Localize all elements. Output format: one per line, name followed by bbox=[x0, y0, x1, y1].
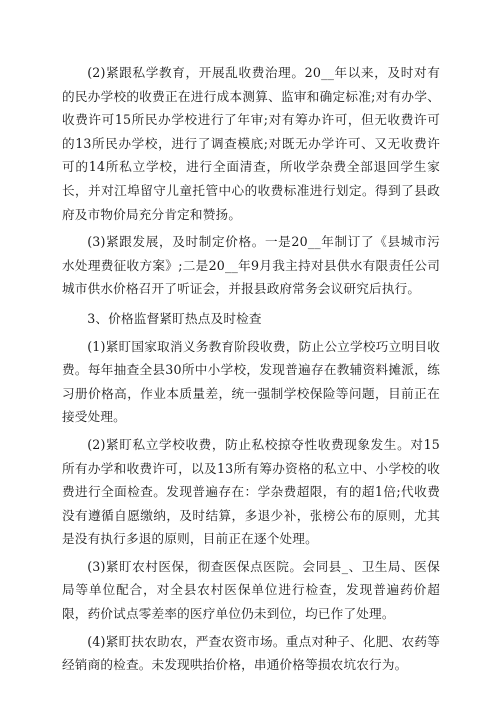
paragraph-agricultural-market: (4)紧盯扶农助农，严查农资市场。重点对种子、化肥、农药等经销商的检查。未发现哄抬价格，串通价格等损农坑农行为。 bbox=[62, 633, 440, 673]
paragraph-private-school-fees: (2)紧盯私立学校收费，防止私校掠夺性收费现象发生。对15所有办学和收费许可，以及13所有筹办资格的私立中、小学校的收费进行全面检查。发现普遍存在：学杂费超限，有的超1倍;代收费没有遵循自愿缴纳，及时结算，多退少补，张榜公布的原则，尤其是没有执行多退的原则，目前正在逐个处理。 bbox=[62, 436, 440, 547]
paragraph-private-education: (2)紧跟私学教育，开展乱收费治理。20__年以来，及时对有的民办学校的收费正在进行成本测算、监审和确定标准;对有办学、收费许可15所民办学校进行了年审;对有筹办许可，但无收费许可的13所民办学校，进行了调查模底;对既无办学许可、又无收费许可的14所私立学校，进行全面清查，所收学杂费全部退回学生家长，并对江埠留守儿童托管中心的收费标准进行划定。得到了县政府及市物价局充分肯定和赞扬。 bbox=[62, 65, 440, 222]
document-body bbox=[62, 61, 440, 677]
section-heading: 3、价格监督紧盯热点及时检查 bbox=[87, 310, 262, 326]
paragraph-compulsory-education: (1)紧盯国家取消义务教育阶段收费，防止公立学校巧立明目收费。每年抽查全县30所中小学校，发现普遍存在教辅资料摊派，练习册价格高，作业本质量差，统一强制学校保险等问题，目前正在接受处理。 bbox=[62, 338, 440, 425]
paragraph-pricing-development: (3)紧跟发展，及时制定价格。一是20__年制订了《县城市污水处理费征收方案》;二是20__年9月我主持对县供水有限责任公司城市供水价格召开了听证会，并报县政府常务会议研究后执行。 bbox=[62, 234, 440, 297]
paragraph-rural-medical: (3)紧盯农村医保，彻查医保点医院。会同县_、卫生局、医保局等单位配合，对全县农村医保单位进行检查，发现普遍药价超限，药价试点零差率的医疗单位仍未到位，均已作了处理。 bbox=[62, 558, 440, 622]
